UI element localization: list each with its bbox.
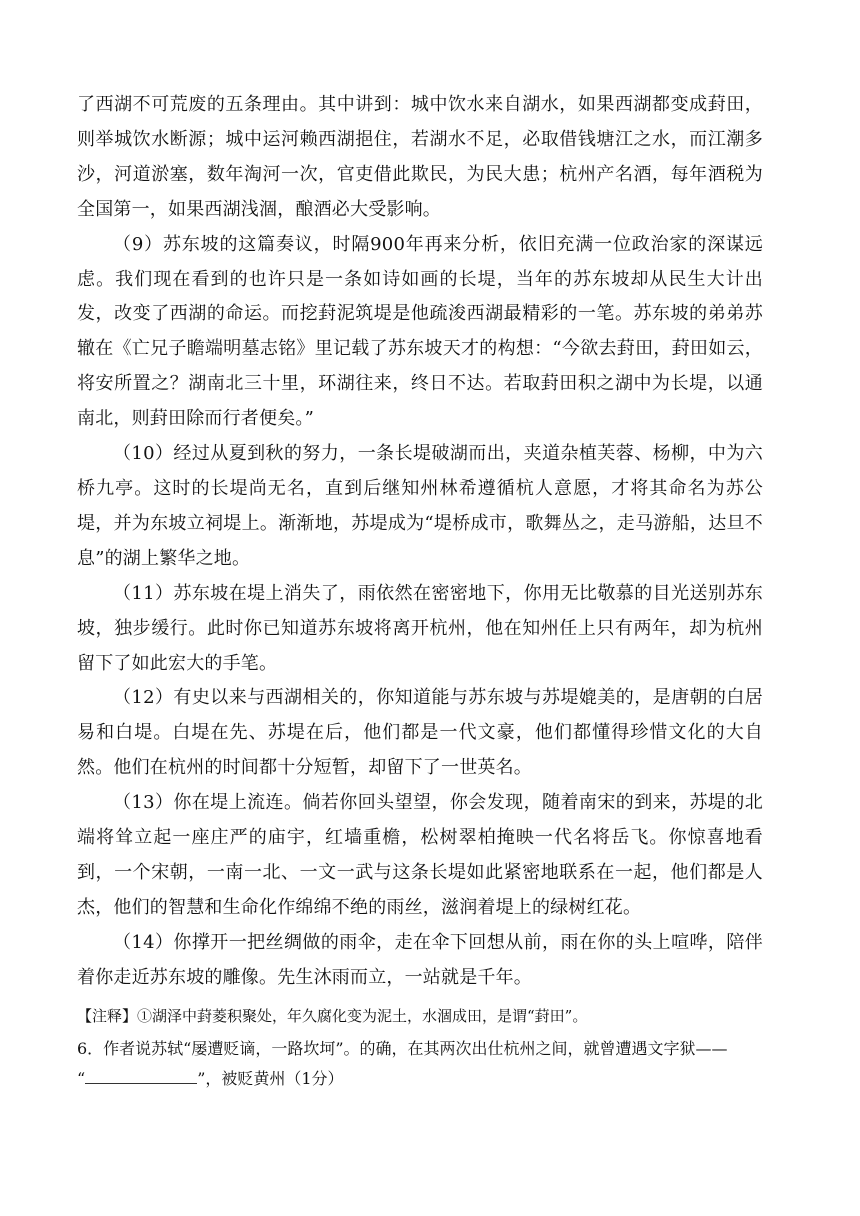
question-6-tail: ”，被贬黄州（1分） bbox=[197, 1069, 344, 1088]
paragraph-13: （13）你在堤上流连。倘若你回头望望，你会发现，随着南宋的到来，苏堤的北端将耸立起一座庄严的庙宇，红墙重檐，松树翠柏掩映一代名将岳飞。你惊喜地看到，一个宋朝，一南一北、一文一武与这条长堤如此紧密地联系在一起，他们都是人杰，他们的智慧和生命化作绵绵不绝的雨丝，滋润着堤上的绿树红花。 bbox=[77, 792, 763, 918]
paragraph-11: （11）苏东坡在堤上消失了，雨依然在密密地下，你用无比敬慕的目光送别苏东坡，独步缓行。此时你已知道苏东坡将离开杭州，他在知州任上只有两年，却为杭州留下了如此宏大的手笔。 bbox=[77, 582, 763, 674]
paragraph-12: （12）有史以来与西湖相关的，你知道能与苏东坡与苏堤媲美的，是唐朝的白居易和白堤。白堤在先、苏堤在后，他们都是一代文豪，他们都懂得珍惜文化的大自然。他们在杭州的时间都十分短暂，却留下了一世英名。 bbox=[77, 687, 763, 779]
paragraph-9: （9）苏东坡的这篇奏议，时隔900年再来分析，依旧充满一位政治家的深谋远虑。我们现在看到的也许只是一条如诗如画的长堤，当年的苏东坡却从民生大计出发，改变了西湖的命运。而挖葑泥筑堤是他疏浚西湖最精彩的一笔。苏东坡的弟弟苏辙在《亡兄子瞻端明墓志铭》里记载了苏东坡天才的构想：“今欲去葑田，葑田如云，将安所置之？湖南北三十里，环湖往来，终日不达。若取葑田积之湖中为长堤，以通南北，则葑田除而行者便矣。” bbox=[77, 233, 763, 430]
paragraph-14: （14）你撑开一把丝绸做的雨伞，走在伞下回想从前，雨在你的头上喧哗，陪伴着你走近苏东坡的雕像。先生沐雨而立，一站就是千年。 bbox=[77, 931, 763, 988]
paragraph-10: （10）经过从夏到秋的努力，一条长堤破湖而出，夹道杂植芙蓉、杨柳，中为六桥九亭。这时的长堤尚无名，直到后继知州林希遵循杭人意愿，才将其命名为苏公堤，并为东坡立祠堤上。渐渐地，苏堤成为“堤桥成市，歌舞丛之，走马游船，达旦不息”的湖上繁华之地。 bbox=[77, 443, 763, 569]
question-6 bbox=[77, 1034, 763, 1094]
paragraph-continued: 了西湖不可荒废的五条理由。其中讲到：城中饮水来自湖水，如果西湖都变成葑田，则举城饮水断源；城中运河赖西湖挹住，若湖水不足，必取借钱塘江之水，而江潮多沙，河道淤塞，数年淘河一次，官吏借此欺民，为民大患；杭州产名酒，每年酒税为全国第一，如果西湖浅涸，酿酒必大受影响。 bbox=[77, 94, 763, 220]
answer-blank[interactable] bbox=[85, 1067, 197, 1084]
annotation-note: 【注释】①湖泽中葑菱积聚处，年久腐化变为泥土，水涸成田，是谓“葑田”。 bbox=[77, 1007, 588, 1025]
question-6-line2 bbox=[77, 1064, 763, 1094]
reading-passage bbox=[77, 94, 763, 996]
question-6-line1: 6．作者说苏轼“屡遭贬谪，一路坎坷”。的确，在其两次出仕杭州之间，就曾遭遇文字狱—— bbox=[77, 1039, 728, 1058]
open-quote: “ bbox=[77, 1069, 86, 1088]
